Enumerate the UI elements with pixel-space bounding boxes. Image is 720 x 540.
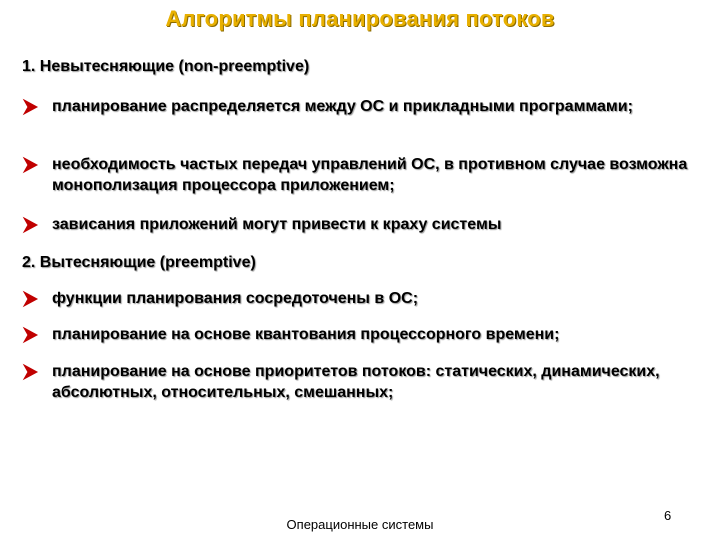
- arrow-bullet-icon: [22, 288, 40, 309]
- slide-title: Алгоритмы планирования потоков: [165, 6, 555, 31]
- bullet-text: планирование на основе приоритетов потоков: статических, динамических, абсолютных, относительных, смешанных;: [52, 363, 660, 401]
- bullet-item: [22, 288, 702, 309]
- bullet-text: функции планирования сосредоточены в ОС;: [52, 290, 419, 307]
- page-number: 6: [664, 508, 672, 523]
- arrow-bullet-icon: [22, 214, 40, 235]
- bullet-item: [22, 214, 702, 235]
- footer-text: Операционные системы: [286, 517, 434, 532]
- section-heading-1: 1. Невытесняющие (non-preemptive): [22, 58, 310, 75]
- bullet-text: планирование распределяется между ОС и прикладными программами;: [52, 98, 633, 115]
- bullet-item: [22, 324, 702, 345]
- bullet-text: планирование на основе квантования процессорного времени;: [52, 326, 560, 343]
- bullet-item: [22, 96, 702, 117]
- arrow-bullet-icon: [22, 96, 40, 117]
- bullet-text: необходимость частых передач управлений ОС, в противном случае возможна монополизация процессора приложением;: [52, 156, 688, 194]
- arrow-bullet-icon: [22, 324, 40, 345]
- arrow-bullet-icon: [22, 361, 40, 382]
- bullet-item: [22, 154, 702, 196]
- bullet-text: зависания приложений могут привести к краху системы: [52, 216, 502, 233]
- bullet-item: [22, 361, 702, 403]
- section-heading-2: 2. Вытесняющие (preemptive): [22, 254, 256, 271]
- arrow-bullet-icon: [22, 154, 40, 175]
